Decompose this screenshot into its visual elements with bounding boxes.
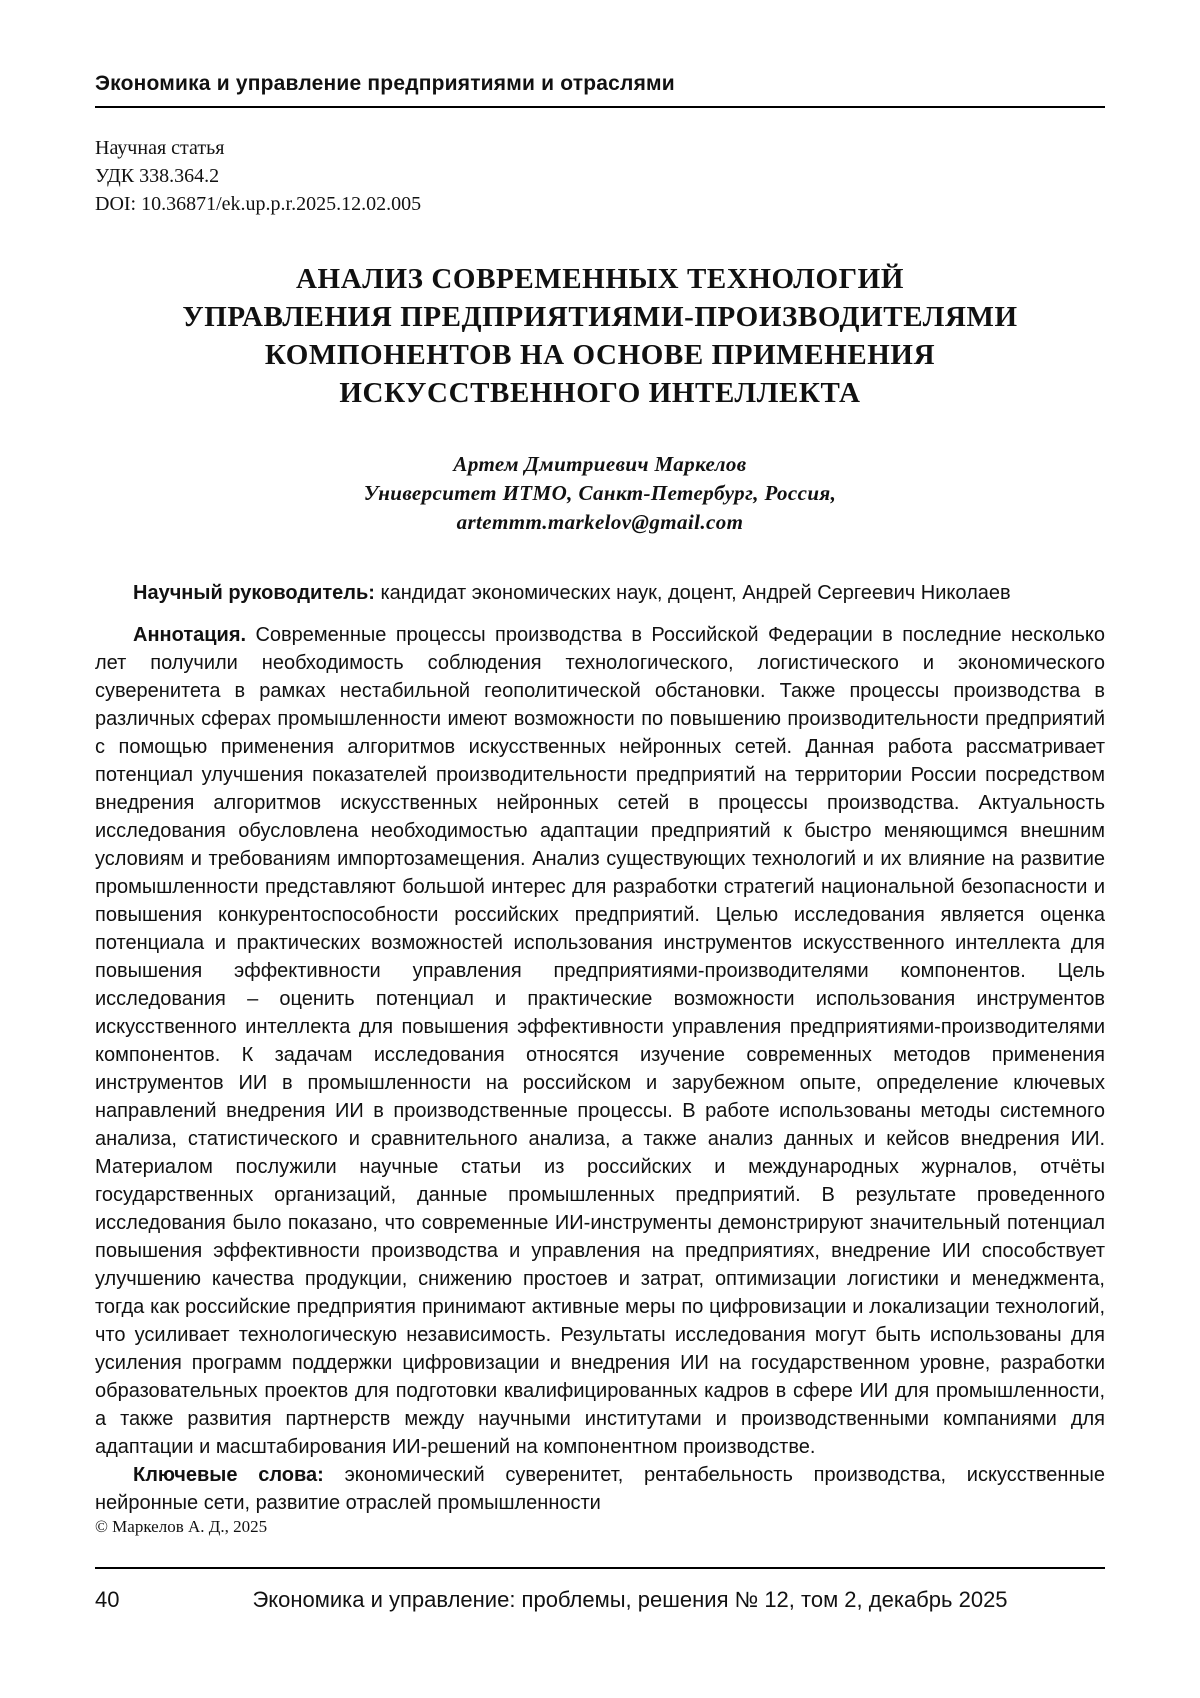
- keywords-paragraph: [95, 1461, 1105, 1517]
- keywords-label: Ключевые слова:: [133, 1464, 324, 1486]
- author-email: artemmm.markelov@gmail.com: [456, 510, 744, 534]
- section-header: Экономика и управление предприятиями и отраслями: [95, 72, 675, 95]
- author-affiliation: Университет ИТМО, Санкт-Петербург, Россия,: [363, 481, 837, 505]
- journal-title: Экономика и управление: проблемы, решения № 12, том 2, декабрь 2025: [252, 1587, 1008, 1612]
- abstract-label: Аннотация.: [133, 624, 247, 646]
- doi-number: DOI: 10.36871/ek.up.p.r.2025.12.02.005: [95, 193, 422, 215]
- page-footer: [95, 1517, 1105, 1698]
- abstract-text: Современные процессы производства в Российской Федерации в последние несколько лет получили необходимость соблюдения технологического, логистического и экономического суверенитета в рамках нестабильной геополитической обстановки. Также процессы производства в различных сферах промышленности имеют возможности по повышению производительности предприятий с помощью применения алгоритмов искусственных нейронных сетей. Данная работа рассматривает потенциал улучшения показателей производительности предприятий на территории России посредством внедрения алгоритмов искусственных нейронных сетей в процессы производства. Актуальность исследования обусловлена необходимостью адаптации предприятий к быстро меняющимся внешним условиям и требованиям импортозамещения. Анализ существующих технологий и их влияние на развитие промышленности представляют большой интерес для разработки стратегий национальной безопасности и повышения конкурентоспособности российских предприятий. Целью исследования является оценка потенциала и практических возможностей использования инструментов искусственного интеллекта для повышения эффективности управления предприятиями-производителями компонентов. Цель исследования – оценить потенциал и практические возможности использования инструментов искусственного интеллекта для повышения эффективности управления предприятиями-производителями компонентов. К задачам исследования относятся изучение современных методов применения инструментов ИИ в промышленности на российском и зарубежном опыте, определение ключевых направлений внедрения ИИ в производственные процессы. В работе использованы методы системного анализа, статистического и сравнительного анализа, а также анализ данных и кейсов внедрения ИИ. Материалом послужили научные статьи из российских и международных журналов, отчёты государственных организаций, данные промышленных предприятий. В результате проведенного исследования было показано, что современные ИИ-инструменты демонстрируют значительный потенциал повышения эффективности производства и управления на предприятиях, внедрение ИИ способствует улучшению качества продукции, снижению простоев и затрат, оптимизации логистики и менеджмента, тогда как российские предприятия принимают активные меры по цифровизации и локализации технологий, что усиливает технологическую независимость. Результаты исследования могут быть использованы для усиления программ поддержки цифровизации и внедрения ИИ на государственном уровне, разработки образовательных проектов для подготовки квалифицированных кадров в сфере ИИ для промышленности, а также развития партнерств между научными институтами и производственными компаниями для адаптации и масштабирования ИИ-решений на компонентном производстве.: [95, 624, 1105, 1458]
- article-title-line: КОМПОНЕНТОВ НА ОСНОВЕ ПРИМЕНЕНИЯ: [264, 339, 936, 371]
- page-number: 40: [95, 1587, 120, 1612]
- article-title-line: АНАЛИЗ СОВРЕМЕННЫХ ТЕХНОЛОГИЙ: [296, 263, 904, 295]
- supervisor-text: кандидат экономических наук, доцент, Андрей Сергеевич Николаев: [374, 582, 1011, 604]
- supervisor-line: [95, 579, 1105, 607]
- supervisor-label: Научный руководитель:: [133, 582, 375, 604]
- footer-row: [95, 1587, 1105, 1698]
- author-name: Артем Дмитриевич Маркелов: [453, 452, 747, 476]
- header-rule: [95, 106, 1105, 108]
- article-type: Научная статья: [95, 137, 225, 159]
- copyright-notice: © Маркелов А. Д., 2025: [95, 1517, 268, 1536]
- author-block: [95, 450, 1105, 537]
- article-title-line: ИСКУССТВЕННОГО ИНТЕЛЛЕКТА: [339, 377, 861, 409]
- abstract-paragraph: [95, 621, 1105, 1461]
- udk-number: УДК 338.364.2: [95, 165, 220, 187]
- article-meta: [95, 134, 1105, 218]
- footer-rule: [95, 1567, 1105, 1569]
- article-title-line: УПРАВЛЕНИЯ ПРЕДПРИЯТИЯМИ-ПРОИЗВОДИТЕЛЯМИ: [182, 301, 1018, 333]
- keywords-text: экономический суверенитет, рентабельность производства, искусственные нейронные сети, развитие отраслей промышленности: [95, 1464, 1105, 1514]
- article-title: [95, 260, 1105, 412]
